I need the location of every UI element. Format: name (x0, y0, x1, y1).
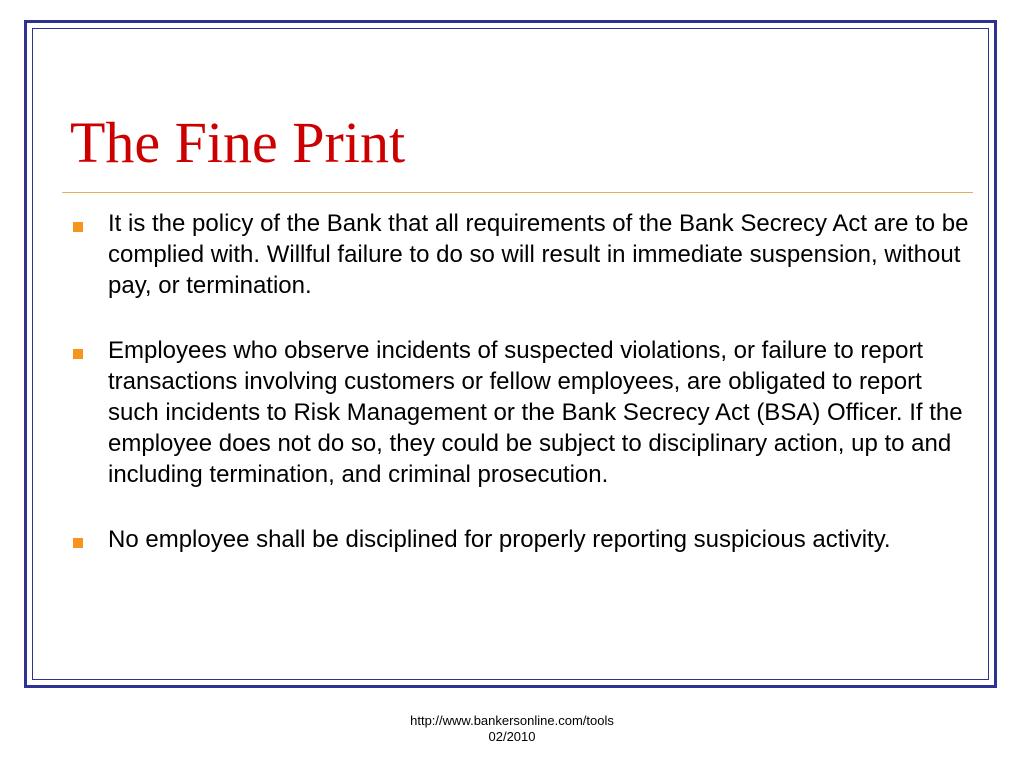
slide-title: The Fine Print (70, 110, 406, 175)
slide-footer (380, 713, 644, 745)
title-divider (62, 192, 973, 193)
bullet-text: No employee shall be disciplined for properly reporting suspicious activity. (108, 526, 891, 553)
bullet-item (70, 335, 970, 490)
square-bullet-icon (73, 538, 83, 548)
bullet-list (70, 208, 970, 589)
footer-date: 02/2010 (488, 729, 536, 744)
footer-url: http://www.bankersonline.com/tools (410, 713, 614, 728)
bullet-text: It is the policy of the Bank that all requirements of the Bank Secrecy Act are to be complied with. Willful failure to do so will result in immediate suspension, without pay, or termination. (108, 210, 969, 299)
bullet-item (70, 524, 970, 555)
bullet-text: Employees who observe incidents of suspected violations, or failure to report transactions involving customers or fellow employees, are obligated to report such incidents to Risk Management or the Bank Secrecy Act (BSA) Officer. If the employee does not do so, they could be subject to disciplinary action, up to and including termination, and criminal prosecution. (108, 337, 963, 488)
bullet-item (70, 208, 970, 301)
square-bullet-icon (73, 222, 83, 232)
square-bullet-icon (73, 349, 83, 359)
